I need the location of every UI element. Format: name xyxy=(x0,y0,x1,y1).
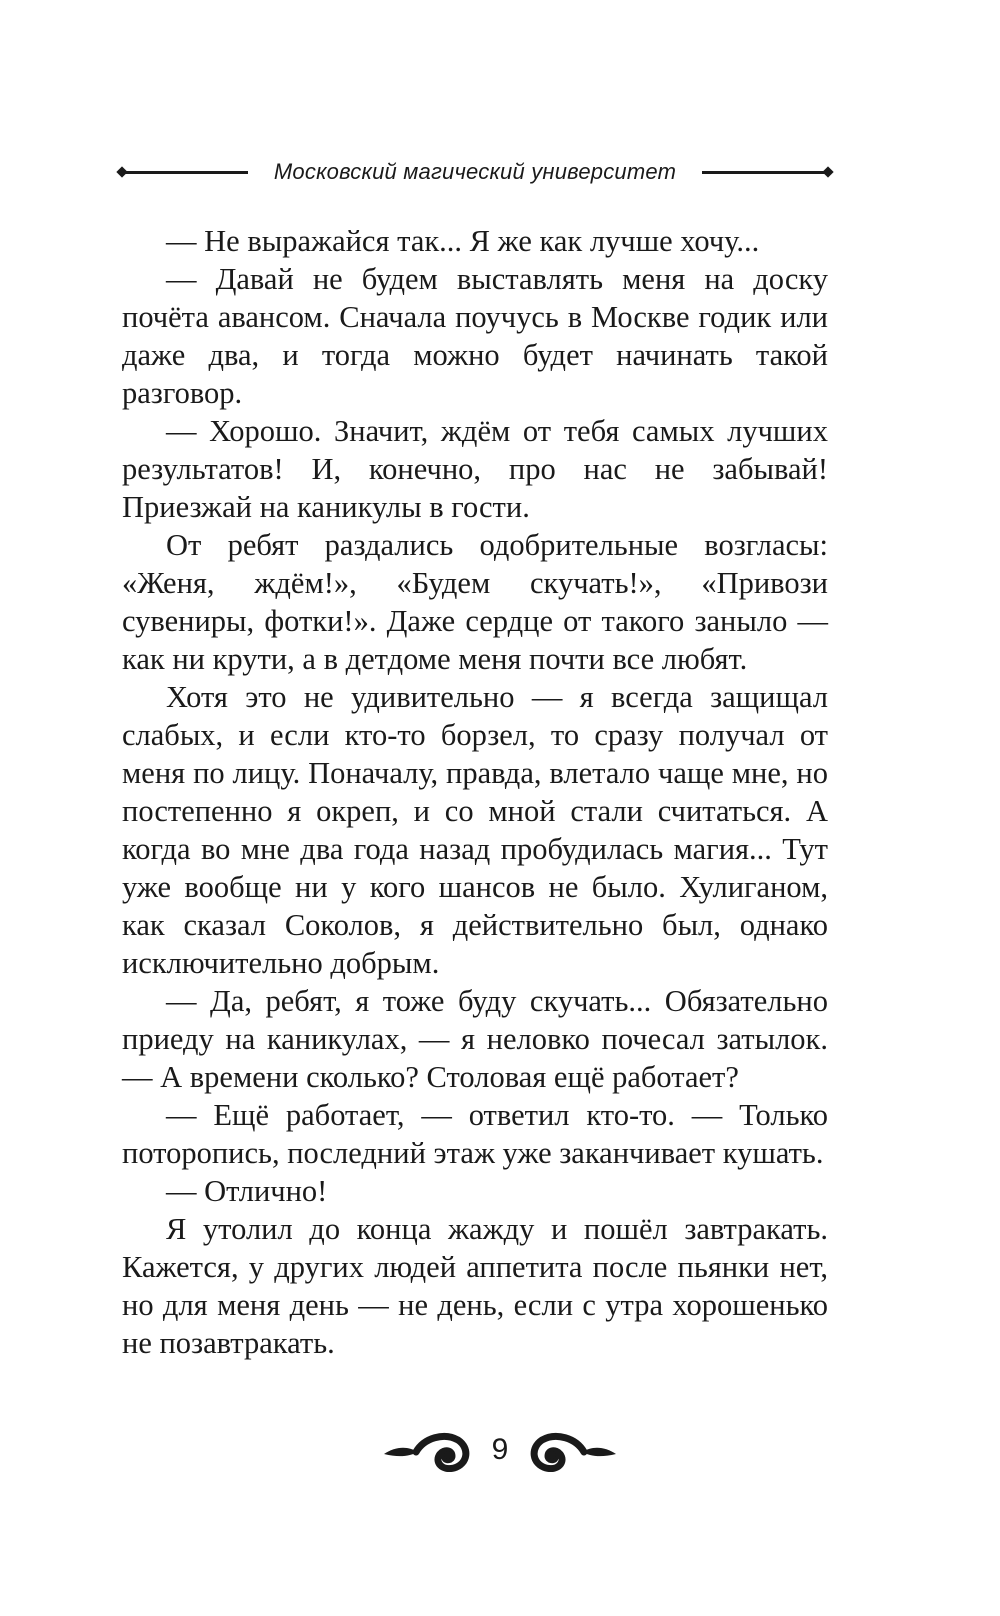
running-header xyxy=(122,152,828,192)
paragraph: — Ещё работает, — ответил кто-то. — Только поторопись, последний этаж уже заканчивает кушать. xyxy=(122,1098,828,1170)
paragraph: — Хорошо. Значит, ждём от тебя самых лучших результатов! И, конечно, про нас не забывай! Приезжай на каникулы в гости. xyxy=(122,414,828,524)
flourish-right-icon xyxy=(526,1428,618,1472)
page-footer xyxy=(0,1425,1000,1475)
body-text xyxy=(122,222,828,1362)
paragraph: — Да, ребят, я тоже буду скучать... Обязательно приеду на каникулах, — я неловко почесал затылок. — А времени сколько? Столовая ещё работает? xyxy=(122,984,828,1094)
paragraph: — Не выражайся так... Я же как лучше хочу... xyxy=(166,224,760,258)
paragraph: Я утолил до конца жажду и пошёл завтракать. Кажется, у других людей аппетита после пьянки нет, но для меня день — не день, если с утра хорошенько не позавтракать. xyxy=(122,1212,828,1360)
flourish-left-icon xyxy=(382,1428,474,1472)
page-number: 9 xyxy=(491,1433,509,1466)
paragraph: От ребят раздались одобрительные возгласы: «Женя, ждём!», «Будем скучать!», «Привози сувениры, фотки!». Даже сердце от такого заныло — как ни крути, а в детдоме меня почти все любят. xyxy=(122,528,828,676)
paragraph: Хотя это не удивительно — я всегда защищал слабых, и если кто-то борзел, то сразу получал от меня по лицу. Поначалу, правда, влетало чаще мне, но постепенно я окреп, и со мной стали считаться. А когда во мне два года назад пробудилась магия... Тут уже вообще ни у кого шансов не было. Хулиганом, как сказал Соколов, я действительно был, однако исключительно добрым. xyxy=(122,680,828,980)
running-title: Московский магический университет xyxy=(273,159,677,184)
header-rule-right xyxy=(702,171,828,174)
header-rule-left xyxy=(122,171,248,174)
paragraph: — Отлично! xyxy=(166,1174,328,1208)
paragraph: — Давай не будем выставлять меня на доску почёта авансом. Сначала поучусь в Москве годик или даже два, и тогда можно будет начинать такой разговор. xyxy=(122,262,828,410)
